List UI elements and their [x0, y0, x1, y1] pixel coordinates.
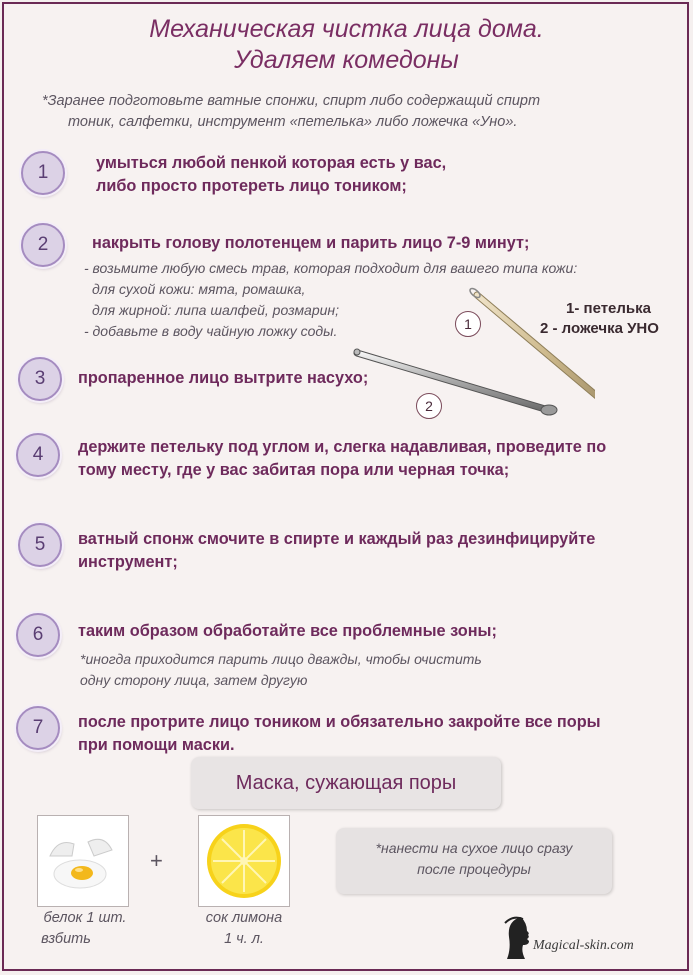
step-6-line1: таким образом обработайте все проблемные зоны;: [78, 622, 497, 640]
step-7-line2: при помощи маски.: [78, 736, 235, 754]
egg-caption-line1: белок 1 шт.: [43, 910, 127, 926]
mask-title: Маска, сужающая поры: [235, 771, 457, 794]
step-7-line1: после протрите лицо тоником и обязательно закройте все поры: [78, 713, 601, 731]
step-2-number: 2: [21, 223, 65, 267]
site-logo-text: Magical-skin.com: [533, 938, 634, 953]
step-3-number: 3: [18, 357, 62, 401]
step-1-number: 1: [21, 151, 65, 195]
tools-illustration: [345, 285, 595, 425]
page-subtitle: Удаляем комедоны: [234, 46, 459, 74]
step-1-line1: умыться любой пенкой которая есть у вас,: [96, 154, 447, 172]
egg-caption-line2: взбить: [41, 931, 91, 947]
step-4-line1: держите петельку под углом и, слегка надавливая, проведите по: [78, 438, 607, 456]
step-3-line1: пропаренное лицо вытрите насухо;: [78, 369, 369, 387]
tool-label-1: 1- петелька: [566, 300, 651, 317]
page-title: Механическая чистка лица дома.: [149, 15, 544, 43]
tool-2-badge: 2: [416, 393, 442, 419]
step-5-line2: инструмент;: [78, 553, 178, 571]
uno-spoon-icon: [354, 349, 557, 415]
lemon-caption-line2: 1 ч. л.: [224, 931, 264, 947]
step-4-line2: тому месту, где у вас забитая пора или черная точка;: [78, 461, 510, 479]
step-5-line1: ватный спонж смочите в спирте и каждый раз дезинфицируйте: [78, 530, 596, 548]
step-2-line1: накрыть голову полотенцем и парить лицо 7-9 минут;: [92, 234, 530, 252]
step-6-sub-2: одну сторону лица, затем другую: [80, 672, 308, 688]
step-2-sub-1: - возьмите любую смесь трав, которая подходит для вашего типа кожи:: [84, 260, 578, 276]
step-7-number: 7: [16, 706, 60, 750]
lemon-icon: [199, 816, 289, 906]
lemon-photo: [198, 815, 290, 907]
step-2-sub-4: - добавьте в воду чайную ложку соды.: [84, 323, 338, 339]
step-5-number: 5: [18, 523, 62, 567]
intro-note-line2: тоник, салфетки, инструмент «петелька» либо ложечка «Уно».: [68, 114, 518, 130]
egg-icon: [38, 816, 128, 906]
egg-photo: [37, 815, 129, 907]
step-2-sub-2: для сухой кожи: мята, ромашка,: [92, 281, 306, 297]
tool-label-2: 2 - ложечка УНО: [540, 320, 659, 337]
step-6-sub-1: *иногда приходится парить лицо дважды, чтобы очистить: [80, 651, 482, 667]
step-1-line2: либо просто протереть лицо тоником;: [96, 177, 407, 195]
mask-hint-line2: после процедуры: [417, 861, 531, 877]
lemon-caption-line1: сок лимона: [205, 910, 283, 926]
step-6-number: 6: [16, 613, 60, 657]
step-4-number: 4: [16, 433, 60, 477]
plus-sign: +: [150, 848, 163, 873]
step-2-sub-3: для жирной: липа шалфей, розмарин;: [92, 302, 339, 318]
tool-1-badge: 1: [455, 311, 481, 337]
mask-title-box: [191, 757, 501, 809]
intro-note-line1: *Заранее подготовьте ватные спонжи, спирт либо содержащий спирт: [42, 93, 541, 109]
mask-hint-box: [336, 828, 612, 894]
mask-hint-line1: *нанести на сухое лицо сразу: [375, 840, 573, 856]
